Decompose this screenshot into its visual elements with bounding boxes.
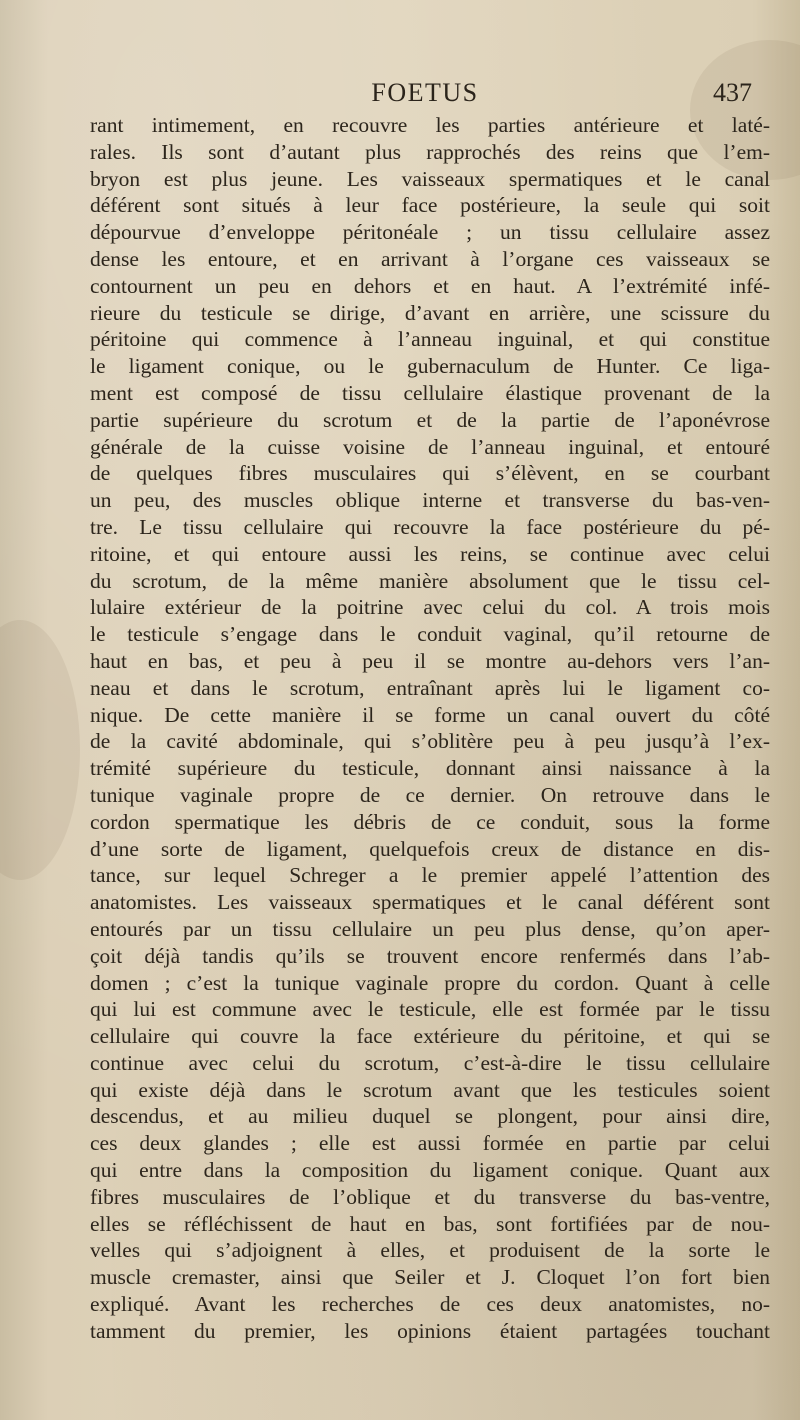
text-line: rales. Ils sont d’autant plus rapprochés des reins que l’em- [90, 139, 770, 164]
text-line: ritoine, et qui entoure aussi les reins, se continue avec celui [90, 541, 770, 566]
text-line: rant intimement, en recouvre les parties antérieure et laté- [90, 113, 770, 137]
text-line: du scrotum, de la même manière absolument que le tissu cel- [90, 568, 770, 593]
text-line: contournent un peu en dehors et en haut. A l’extrémité infé- [90, 273, 770, 298]
text-line: dépourvue d’enveloppe péritonéale ; un tissu cellulaire assez [90, 220, 770, 245]
text-line: de quelques fibres musculaires qui s’élèvent, en se courbant [90, 461, 770, 486]
page-header [90, 78, 760, 110]
text-line: ces deux glandes ; elle est aussi formée en partie par celui [90, 1131, 770, 1156]
text-line: muscle cremaster, ainsi que Seiler et J. Cloquet l’on fort bien [90, 1265, 770, 1290]
text-line: le ligament conique, ou le gubernaculum de Hunter. Ce liga- [90, 354, 770, 379]
text-line: neau et dans le scrotum, entraînant après lui le ligament co- [90, 675, 770, 700]
text-line: cellulaire qui couvre la face extérieure du péritoine, et qui se [90, 1024, 770, 1049]
text-line: d’une sorte de ligament, quelquefois creux de distance en dis- [90, 836, 770, 861]
text-line: tamment du premier, les opinions étaient partagées touchant [90, 1318, 770, 1343]
text-line: qui existe déjà dans le scrotum avant que les testicules soient [90, 1077, 770, 1102]
text-line: tunique vaginale propre de ce dernier. On retrouve dans le [90, 782, 770, 807]
text-line: lulaire extérieur de la poitrine avec celui du col. A trois mois [90, 595, 770, 620]
text-line: trémité supérieure du testicule, donnant ainsi naissance à la [90, 756, 770, 781]
text-line: tre. Le tissu cellulaire qui recouvre la face postérieure du pé- [90, 514, 770, 539]
text-line: elles se réfléchissent de haut en bas, sont fortifiées par de nou- [90, 1211, 770, 1236]
text-line: haut en bas, et peu à peu il se montre au-dehors vers l’an- [90, 648, 770, 673]
text-line: partie supérieure du scrotum et de la partie de l’aponévrose [90, 407, 770, 432]
text-line: dense les entoure, et en arrivant à l’organe ces vaisseaux se [90, 246, 770, 271]
text-line: rieure du testicule se dirige, d’avant en arrière, une scissure du [90, 300, 770, 325]
page-number: 437 [713, 78, 752, 107]
text-line: çoit déjà tandis qu’ils se trouvent encore renfermés dans l’ab- [90, 943, 770, 968]
text-line: domen ; c’est la tunique vaginale propre du cordon. Quant à celle [90, 970, 770, 995]
text-line: anatomistes. Les vaisseaux spermatiques et le canal déférent sont [90, 890, 770, 915]
text-line: générale de la cuisse voisine de l’anneau inguinal, et entouré [90, 434, 770, 459]
running-title: FOETUS [371, 78, 479, 107]
paper-stain [0, 620, 80, 880]
text-line: qui lui est commune avec le testicule, elle est formée par le tissu [90, 997, 770, 1022]
text-line: nique. De cette manière il se forme un canal ouvert du côté [90, 702, 770, 727]
text-line: expliqué. Avant les recherches de ces deux anatomistes, no- [90, 1292, 770, 1317]
text-line: continue avec celui du scrotum, c’est-à-dire le tissu cellulaire [90, 1050, 770, 1075]
text-line: descendus, et au milieu duquel se plongent, pour ainsi dire, [90, 1104, 770, 1129]
text-line: déférent sont situés à leur face postérieure, la seule qui soit [90, 193, 770, 218]
text-line: bryon est plus jeune. Les vaisseaux spermatiques et le canal [90, 166, 770, 191]
text-line: péritoine qui commence à l’anneau inguinal, et qui constitue [90, 327, 770, 352]
text-line: entourés par un tissu cellulaire un peu plus dense, qu’on aper- [90, 916, 770, 941]
text-line: velles qui s’adjoignent à elles, et produisent de la sorte le [90, 1238, 770, 1263]
text-line: tance, sur lequel Schreger a le premier appelé l’attention des [90, 863, 770, 888]
text-line: ment est composé de tissu cellulaire élastique provenant de la [90, 380, 770, 405]
text-line: cordon spermatique les débris de ce conduit, sous la forme [90, 809, 770, 834]
body-text [90, 112, 770, 1345]
text-line: qui entre dans la composition du ligament conique. Quant aux [90, 1158, 770, 1183]
text-line: de la cavité abdominale, qui s’oblitère peu à peu jusqu’à l’ex- [90, 729, 770, 754]
text-line: un peu, des muscles oblique interne et transverse du bas-ven- [90, 488, 770, 513]
text-line: le testicule s’engage dans le conduit vaginal, qu’il retourne de [90, 622, 770, 647]
text-line: fibres musculaires de l’oblique et du transverse du bas-ventre, [90, 1184, 770, 1209]
